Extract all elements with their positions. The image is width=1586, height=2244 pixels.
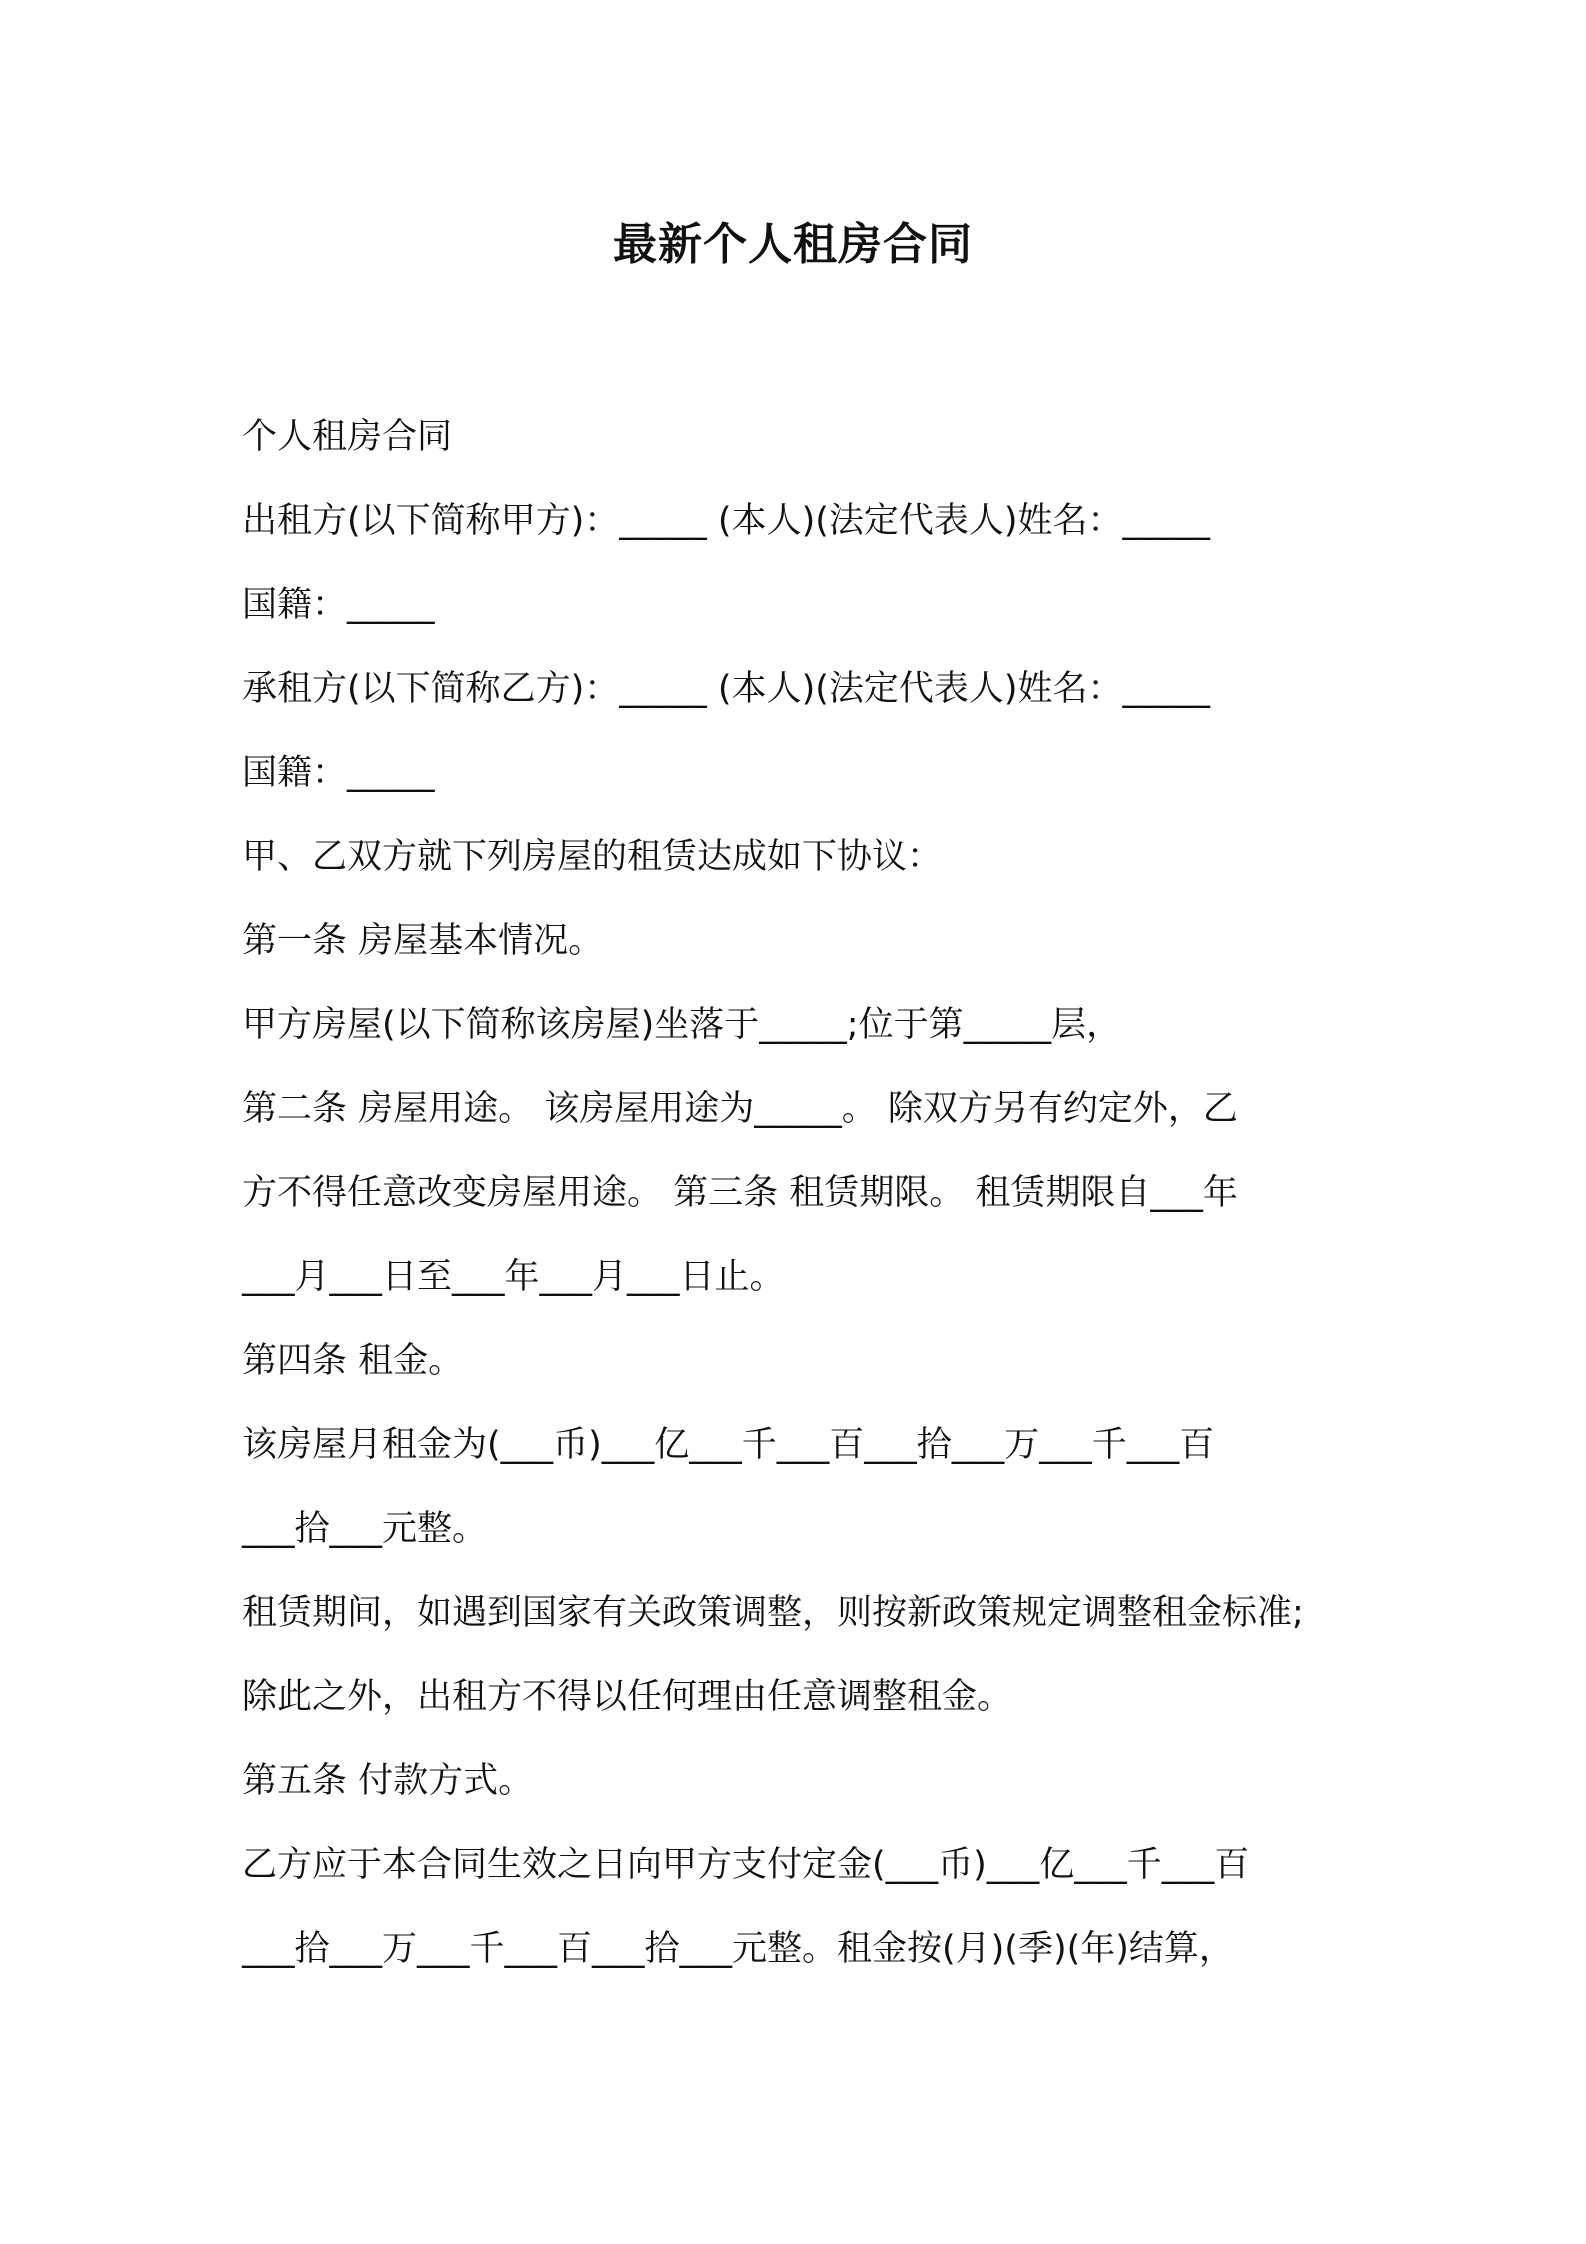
article-2-text: 第二条 房屋用途。 该房屋用途为_____。 除双方另有约定外，乙 bbox=[242, 1089, 1238, 1129]
rent-amount-line: 该房屋月租金为(___币)___亿___千___百___拾___万___千___百 bbox=[242, 1425, 1215, 1465]
section-heading: 个人租房合同 bbox=[242, 417, 453, 457]
article-1-text: 甲方房屋(以下简称该房屋)坐落于_____;位于第_____层， bbox=[242, 1005, 1122, 1045]
lessee-line: 承租方(以下简称乙方)：_____ (本人)(法定代表人)姓名：_____ bbox=[242, 669, 1211, 709]
rent-amount-line-cont: ___拾___元整。 bbox=[242, 1509, 488, 1549]
document-title: 最新个人租房合同 bbox=[613, 219, 973, 270]
article-5-heading: 第五条 付款方式。 bbox=[242, 1761, 534, 1801]
article-3-dates: ___月___日至___年___月___日止。 bbox=[242, 1257, 785, 1297]
lessee-nationality-line: 国籍：_____ bbox=[242, 753, 435, 793]
rent-adjustment-line-cont: 除此之外，出租方不得以任何理由任意调整租金。 bbox=[242, 1677, 1013, 1717]
article-2-3-text: 方不得任意改变房屋用途。 第三条 租赁期限。 租赁期限自___年 bbox=[242, 1173, 1238, 1213]
article-4-heading: 第四条 租金。 bbox=[242, 1341, 464, 1381]
lessor-line: 出租方(以下简称甲方)：_____ (本人)(法定代表人)姓名：_____ bbox=[242, 501, 1211, 541]
deposit-line-cont: ___拾___万___千___百___拾___元整。租金按(月)(季)(年)结算， bbox=[242, 1929, 1234, 1969]
deposit-line: 乙方应于本合同生效之日向甲方支付定金(___币)___亿___千___百 bbox=[242, 1845, 1250, 1885]
rent-adjustment-line: 租赁期间，如遇到国家有关政策调整，则按新政策规定调整租金标准; bbox=[242, 1593, 1304, 1633]
article-1-heading: 第一条 房屋基本情况。 bbox=[242, 921, 604, 961]
lessor-nationality-line: 国籍：_____ bbox=[242, 585, 435, 625]
agreement-intro-line: 甲、乙双方就下列房屋的租赁达成如下协议： bbox=[242, 837, 943, 877]
